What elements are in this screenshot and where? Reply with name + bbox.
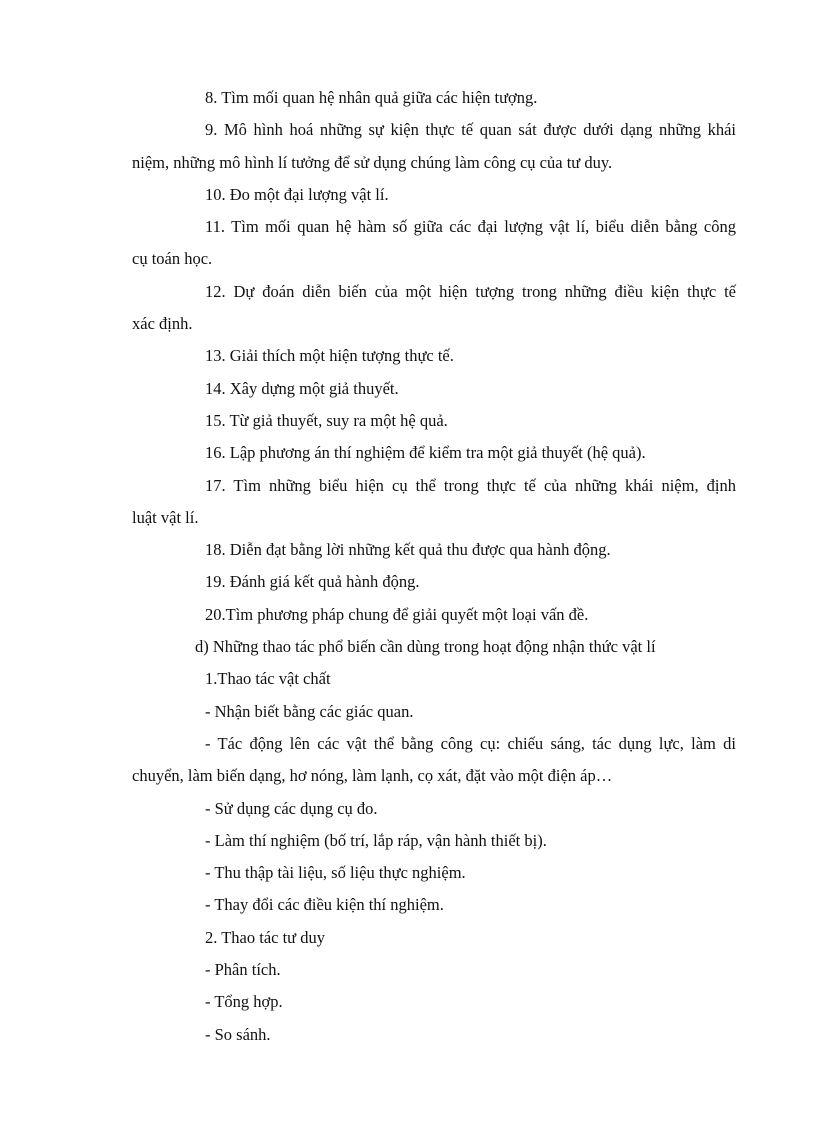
- text-line: 16. Lập phương án thí nghiệm để kiểm tra một giả thuyết (hệ quả).: [205, 443, 646, 463]
- text-line: 15. Từ giả thuyết, suy ra một hệ quả.: [205, 410, 448, 430]
- text-line: 14. Xây dựng một giả thuyết.: [205, 378, 399, 398]
- text-line: 8. Tìm mối quan hệ nhân quả giữa các hiện tượng.: [205, 88, 538, 107]
- text-line: 17. Tìm những biểu hiện cụ thể trong thực tế của những khái niệm, định: [205, 475, 736, 495]
- text-line: 12. Dự đoán diễn biến của một hiện tượng trong những điều kiện thực tế: [205, 281, 736, 301]
- text-line: 13. Giải thích một hiện tượng thực tế.: [205, 346, 454, 366]
- text-line: - Nhận biết bằng các giác quan.: [205, 701, 414, 721]
- text-line: 20.Tìm phương pháp chung để giải quyết một loại vấn đề.: [205, 604, 589, 624]
- text-line: luật vật lí.: [132, 507, 199, 527]
- text-line: cụ toán học.: [132, 249, 213, 269]
- text-line: - Sử dụng các dụng cụ đo.: [205, 798, 378, 818]
- text-line: - Tổng hợp.: [205, 992, 283, 1012]
- text-line: 11. Tìm mối quan hệ hàm số giữa các đại lượng vật lí, biểu diễn bằng công: [205, 217, 736, 237]
- text-line: 10. Đo một đại lượng vật lí.: [205, 184, 389, 204]
- text-line: 18. Diễn đạt bằng lời những kết quả thu được qua hành động.: [205, 540, 611, 560]
- text-line: - Làm thí nghiệm (bố trí, lắp ráp, vận hành thiết bị).: [205, 830, 547, 850]
- text-line: - Thay đổi các điều kiện thí nghiệm.: [205, 895, 444, 915]
- text-line: xác định.: [132, 314, 193, 334]
- text-line: chuyển, làm biến dạng, hơ nóng, làm lạnh, cọ xát, đặt vào một điện áp…: [132, 766, 613, 786]
- text-line: - Thu thập tài liệu, số liệu thực nghiệm.: [205, 863, 466, 883]
- document-body: [132, 82, 736, 1051]
- text-line: - So sánh.: [205, 1024, 271, 1044]
- section-heading: d) Những thao tác phổ biến cần dùng trong hoạt động nhận thức vật lí: [195, 637, 656, 657]
- subsection-heading: 2. Thao tác tư duy: [205, 927, 325, 947]
- subsection-heading: 1.Thao tác vật chất: [205, 669, 331, 689]
- text-line: 9. Mô hình hoá những sự kiện thực tế quan sát được dưới dạng những khái: [205, 120, 736, 140]
- text-line: 19. Đánh giá kết quả hành động.: [205, 572, 420, 592]
- text-line: - Phân tích.: [205, 960, 281, 980]
- text-line: niệm, những mô hình lí tưởng để sử dụng chúng làm công cụ của tư duy.: [132, 152, 613, 172]
- text-line: - Tác động lên các vật thể bằng công cụ: chiếu sáng, tác dụng lực, làm di: [205, 733, 736, 753]
